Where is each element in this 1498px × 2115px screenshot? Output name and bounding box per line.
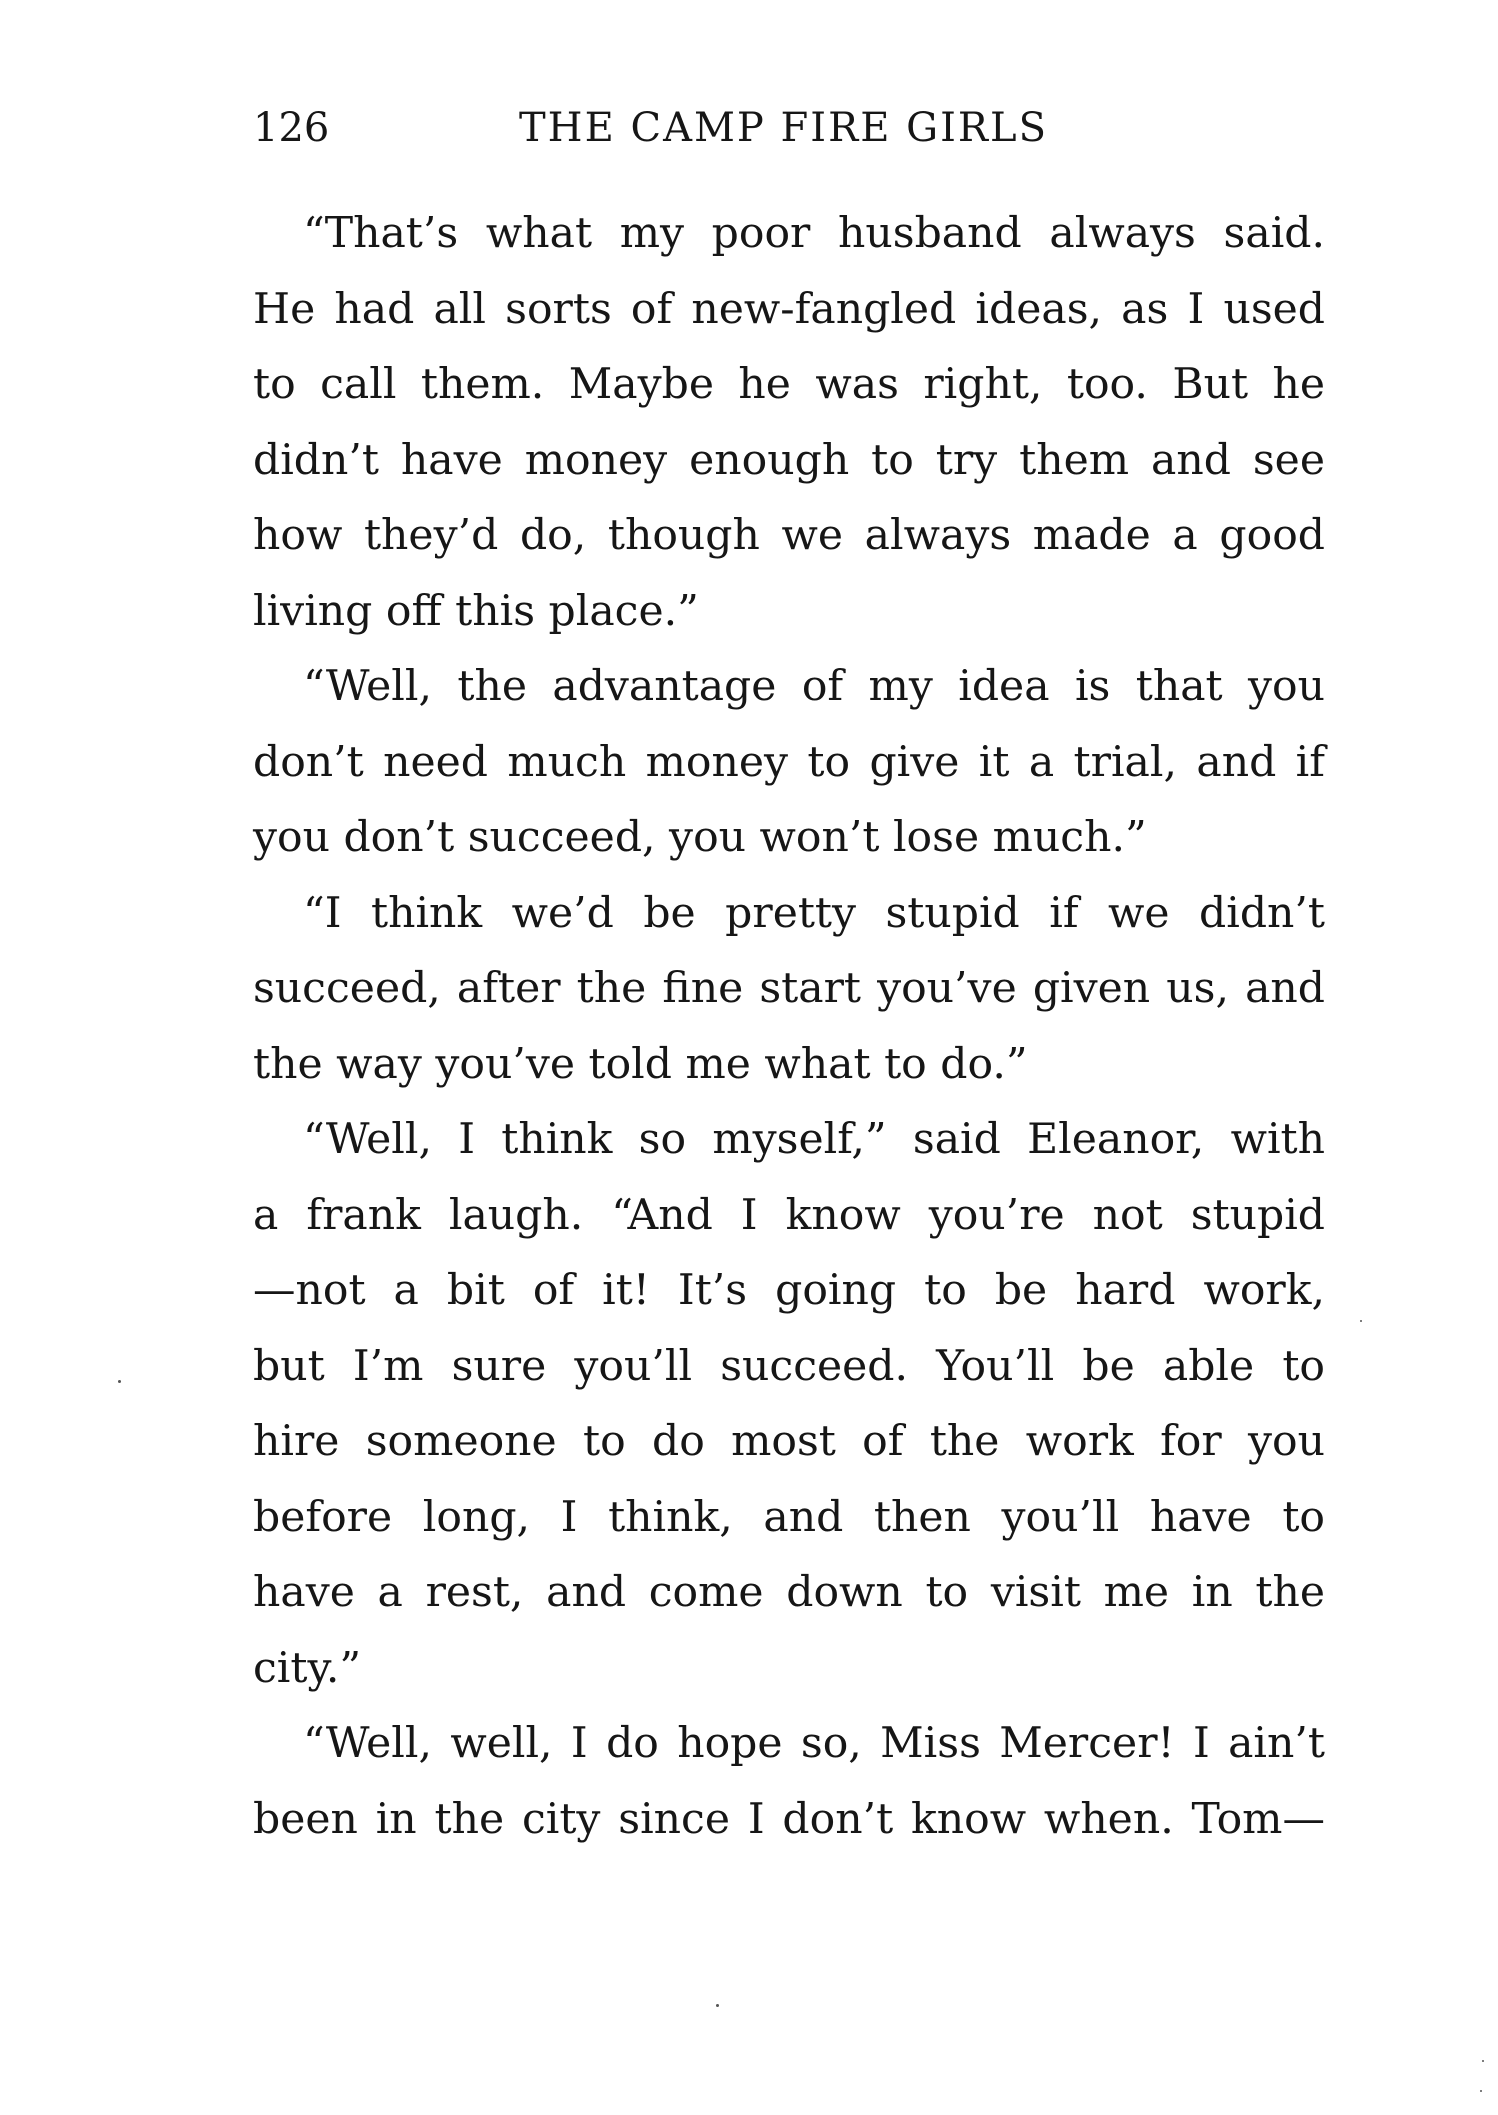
text-line: hire someone to do most of the work for you: [253, 1417, 1325, 1466]
text-line: you don’t succeed, you won’t lose much.”: [253, 813, 1147, 862]
text-line: He had all sorts of new-fangled ideas, as I used: [253, 284, 1325, 334]
text-line: succeed, after the fine start you’ve given us, and: [253, 964, 1325, 1013]
body-text: [253, 196, 1325, 1857]
scan-speck: [1360, 1320, 1362, 1322]
text-line: been in the city since I don’t know when. Tom—: [253, 1794, 1325, 1844]
page-number: 126: [253, 105, 330, 151]
text-line: don’t need much money to give it a trial, and if: [253, 737, 1325, 787]
text-line: but I’m sure you’ll succeed. You’ll be able to: [253, 1341, 1325, 1391]
scan-speck: [716, 2004, 719, 2007]
text-line: city.”: [253, 1643, 362, 1693]
text-line: “Well, I think so myself,” said Eleanor, with: [303, 1115, 1325, 1164]
text-line: have a rest, and come down to visit me in the: [253, 1568, 1325, 1617]
running-title: THE CAMP FIRE GIRLS: [519, 105, 1048, 151]
page-header: [253, 104, 1325, 152]
text-line: living off this place.”: [253, 586, 699, 636]
scan-speck: [1482, 2060, 1484, 2062]
text-line: “That’s what my poor husband always said.: [303, 209, 1325, 258]
text-line: how they’d do, though we always made a good: [253, 511, 1325, 560]
text-line: to call them. Maybe he was right, too. But he: [253, 360, 1325, 409]
text-line: “Well, the advantage of my idea is that you: [303, 662, 1325, 711]
text-line: “I think we’d be pretty stupid if we didn’t: [303, 888, 1325, 938]
text-line: “Well, well, I do hope so, Miss Mercer! I ain’t: [303, 1719, 1325, 1768]
text-line: the way you’ve told me what to do.”: [253, 1039, 1028, 1089]
scan-speck: [118, 1380, 121, 1383]
text-line: a frank laugh. “And I know you’re not stupid: [253, 1190, 1325, 1240]
text-line: —not a bit of it! It’s going to be hard work,: [253, 1266, 1325, 1315]
text-line: didn’t have money enough to try them and see: [253, 435, 1325, 485]
text-line: before long, I think, and then you’ll have to: [253, 1492, 1325, 1542]
scan-speck: [1480, 2090, 1482, 2092]
